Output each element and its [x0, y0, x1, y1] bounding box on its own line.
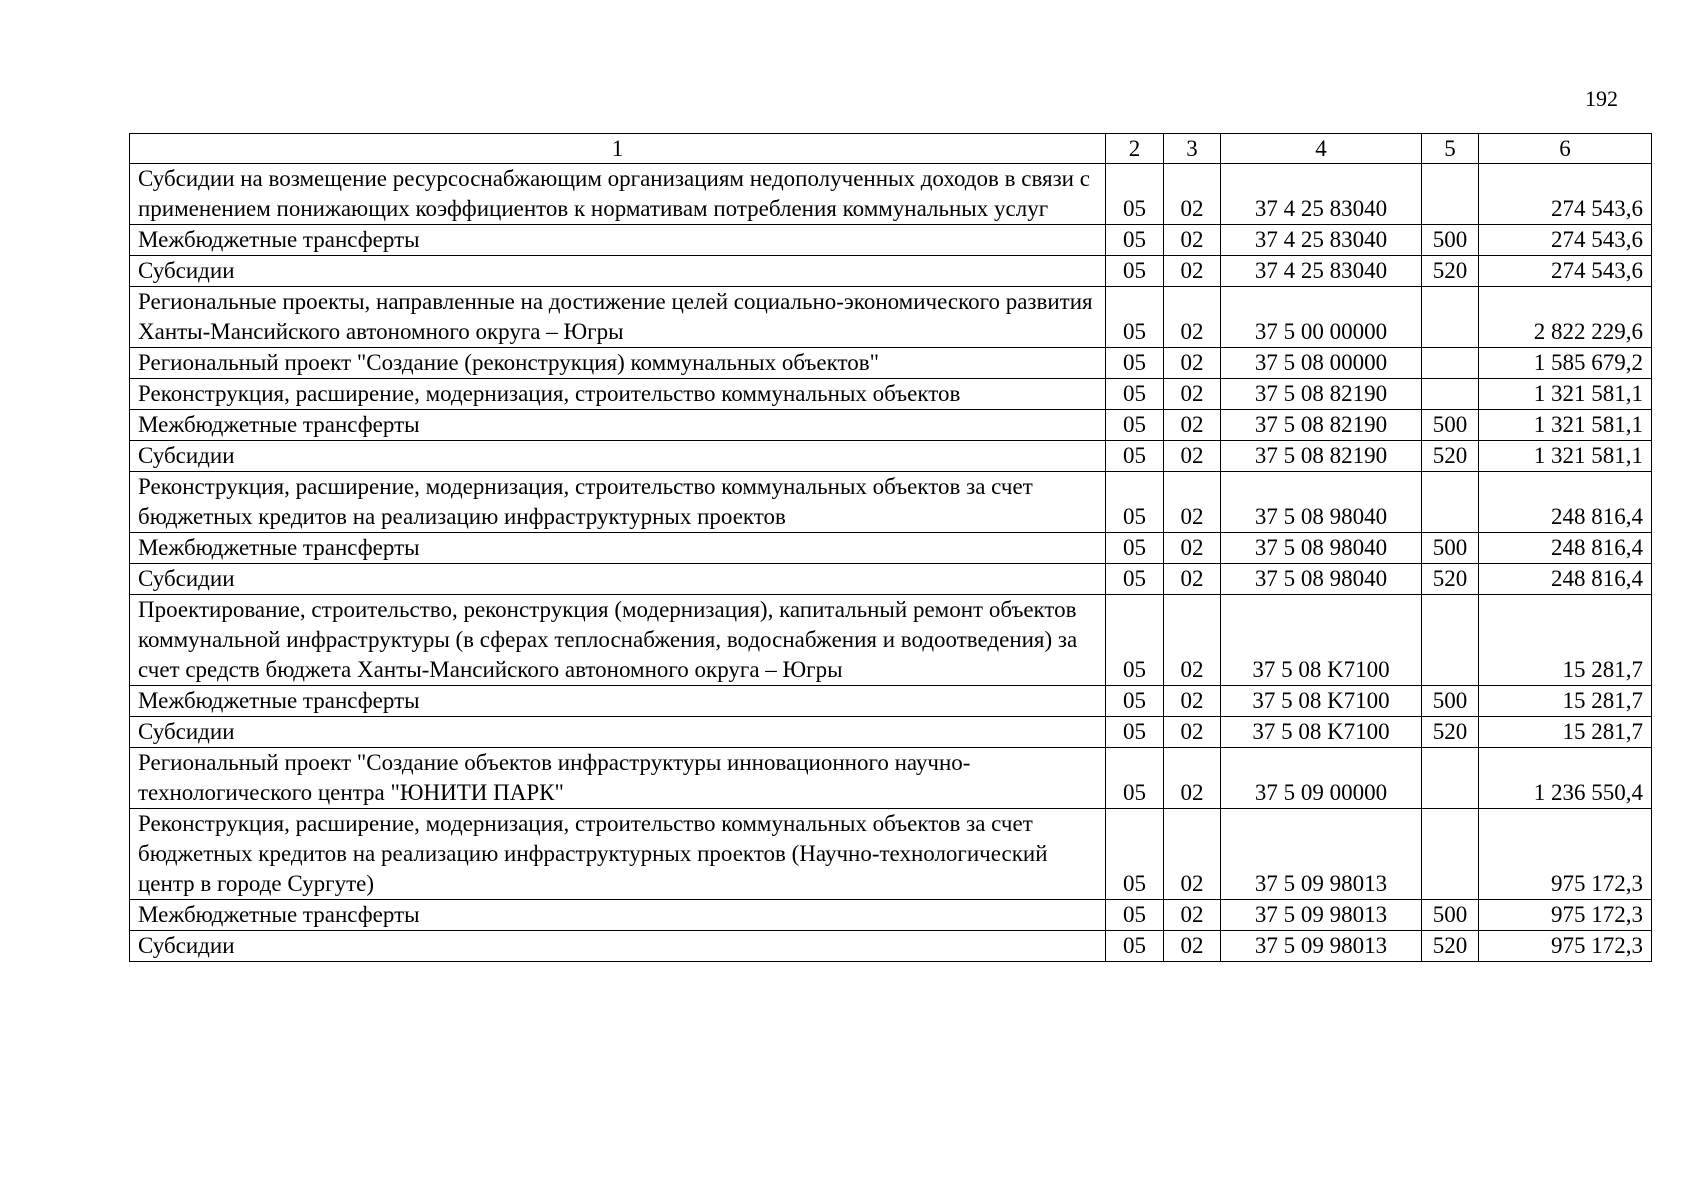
table-row	[130, 441, 1652, 472]
table-row	[130, 472, 1652, 533]
row-name-cell: Проектирование, строительство, реконструкция (модернизация), капитальный ремонт объектов коммунальной инфраструктуры (в сферах теплоснабжения, водоснабжения и водоотведения) за счет средств бюджета Ханты-Мансийского автономного округа – Югры	[130, 595, 1106, 686]
section-cell: 05	[1106, 809, 1164, 900]
expense-type-cell: 500	[1422, 900, 1479, 931]
table-row	[130, 164, 1652, 225]
amount-cell: 15 281,7	[1479, 717, 1652, 748]
target-article-cell: 37 5 08 98040	[1221, 533, 1422, 564]
row-name-cell: Межбюджетные трансферты	[130, 533, 1106, 564]
subsection-cell: 02	[1164, 441, 1221, 472]
amount-cell: 1 321 581,1	[1479, 379, 1652, 410]
target-article-cell: 37 4 25 83040	[1221, 164, 1422, 225]
target-article-cell: 37 5 08 K7100	[1221, 686, 1422, 717]
target-article-cell: 37 5 08 98040	[1221, 472, 1422, 533]
expense-type-cell: 520	[1422, 256, 1479, 287]
table-row	[130, 748, 1652, 809]
table-row	[130, 809, 1652, 900]
section-cell: 05	[1106, 931, 1164, 962]
row-name-cell: Региональные проекты, направленные на достижение целей социально-экономического развития Ханты-Мансийского автономного округа – Югры	[130, 287, 1106, 348]
expense-type-cell: 500	[1422, 533, 1479, 564]
table-row	[130, 533, 1652, 564]
section-cell: 05	[1106, 441, 1164, 472]
row-name-cell: Субсидии	[130, 931, 1106, 962]
column-header: 5	[1422, 134, 1479, 164]
amount-cell: 975 172,3	[1479, 931, 1652, 962]
table-row	[130, 379, 1652, 410]
subsection-cell: 02	[1164, 595, 1221, 686]
subsection-cell: 02	[1164, 900, 1221, 931]
column-header: 4	[1221, 134, 1422, 164]
amount-cell: 15 281,7	[1479, 686, 1652, 717]
table-row	[130, 410, 1652, 441]
amount-cell: 1 321 581,1	[1479, 441, 1652, 472]
subsection-cell: 02	[1164, 717, 1221, 748]
column-header: 2	[1106, 134, 1164, 164]
subsection-cell: 02	[1164, 256, 1221, 287]
row-name-cell: Региональный проект "Создание объектов инфраструктуры инновационного научно-технологического центра "ЮНИТИ ПАРК"	[130, 748, 1106, 809]
amount-cell: 274 543,6	[1479, 225, 1652, 256]
row-name-cell: Субсидии	[130, 564, 1106, 595]
section-cell: 05	[1106, 900, 1164, 931]
amount-cell: 248 816,4	[1479, 564, 1652, 595]
amount-cell: 1 585 679,2	[1479, 348, 1652, 379]
section-cell: 05	[1106, 533, 1164, 564]
table-row	[130, 717, 1652, 748]
row-name-cell: Субсидии	[130, 441, 1106, 472]
subsection-cell: 02	[1164, 225, 1221, 256]
subsection-cell: 02	[1164, 348, 1221, 379]
subsection-cell: 02	[1164, 809, 1221, 900]
expense-type-cell: 500	[1422, 410, 1479, 441]
row-name-cell: Региональный проект "Создание (реконструкция) коммунальных объектов"	[130, 348, 1106, 379]
subsection-cell: 02	[1164, 379, 1221, 410]
section-cell: 05	[1106, 748, 1164, 809]
section-cell: 05	[1106, 379, 1164, 410]
target-article-cell: 37 4 25 83040	[1221, 256, 1422, 287]
subsection-cell: 02	[1164, 164, 1221, 225]
row-name-cell: Реконструкция, расширение, модернизация, строительство коммунальных объектов	[130, 379, 1106, 410]
amount-cell: 274 543,6	[1479, 256, 1652, 287]
target-article-cell: 37 5 00 00000	[1221, 287, 1422, 348]
table-header-row	[130, 134, 1652, 164]
subsection-cell: 02	[1164, 748, 1221, 809]
subsection-cell: 02	[1164, 472, 1221, 533]
table-row	[130, 287, 1652, 348]
target-article-cell: 37 5 08 K7100	[1221, 717, 1422, 748]
subsection-cell: 02	[1164, 686, 1221, 717]
page-number: 192	[1585, 86, 1618, 111]
amount-cell: 1 236 550,4	[1479, 748, 1652, 809]
section-cell: 05	[1106, 564, 1164, 595]
expense-type-cell: 520	[1422, 931, 1479, 962]
amount-cell: 248 816,4	[1479, 533, 1652, 564]
expense-type-cell	[1422, 164, 1479, 225]
table-row	[130, 900, 1652, 931]
expense-type-cell	[1422, 287, 1479, 348]
amount-cell: 975 172,3	[1479, 809, 1652, 900]
target-article-cell: 37 5 08 K7100	[1221, 595, 1422, 686]
amount-cell: 1 321 581,1	[1479, 410, 1652, 441]
target-article-cell: 37 5 08 82190	[1221, 410, 1422, 441]
section-cell: 05	[1106, 348, 1164, 379]
row-name-cell: Межбюджетные трансферты	[130, 225, 1106, 256]
row-name-cell: Межбюджетные трансферты	[130, 686, 1106, 717]
table-row	[130, 348, 1652, 379]
table-row	[130, 595, 1652, 686]
table-row	[130, 931, 1652, 962]
section-cell: 05	[1106, 472, 1164, 533]
expense-type-cell: 500	[1422, 686, 1479, 717]
target-article-cell: 37 5 09 98013	[1221, 900, 1422, 931]
row-name-cell: Реконструкция, расширение, модернизация, строительство коммунальных объектов за счет бюджетных кредитов на реализацию инфраструктурных проектов	[130, 472, 1106, 533]
target-article-cell: 37 5 08 98040	[1221, 564, 1422, 595]
table-row	[130, 225, 1652, 256]
expense-type-cell	[1422, 809, 1479, 900]
table-row	[130, 564, 1652, 595]
expense-type-cell	[1422, 595, 1479, 686]
budget-table	[129, 133, 1652, 962]
target-article-cell: 37 5 09 98013	[1221, 931, 1422, 962]
expense-type-cell: 500	[1422, 225, 1479, 256]
target-article-cell: 37 5 08 82190	[1221, 441, 1422, 472]
section-cell: 05	[1106, 225, 1164, 256]
column-header: 3	[1164, 134, 1221, 164]
section-cell: 05	[1106, 595, 1164, 686]
row-name-cell: Реконструкция, расширение, модернизация, строительство коммунальных объектов за счет бюджетных кредитов на реализацию инфраструктурных проектов (Научно-технологический центр в городе Сургуте)	[130, 809, 1106, 900]
section-cell: 05	[1106, 410, 1164, 441]
row-name-cell: Межбюджетные трансферты	[130, 410, 1106, 441]
expense-type-cell	[1422, 748, 1479, 809]
amount-cell: 975 172,3	[1479, 900, 1652, 931]
section-cell: 05	[1106, 287, 1164, 348]
amount-cell: 274 543,6	[1479, 164, 1652, 225]
subsection-cell: 02	[1164, 564, 1221, 595]
subsection-cell: 02	[1164, 533, 1221, 564]
expense-type-cell: 520	[1422, 441, 1479, 472]
table-row	[130, 686, 1652, 717]
row-name-cell: Субсидии	[130, 717, 1106, 748]
target-article-cell: 37 5 09 00000	[1221, 748, 1422, 809]
row-name-cell: Субсидии	[130, 256, 1106, 287]
subsection-cell: 02	[1164, 410, 1221, 441]
expense-type-cell	[1422, 348, 1479, 379]
section-cell: 05	[1106, 256, 1164, 287]
section-cell: 05	[1106, 686, 1164, 717]
amount-cell: 15 281,7	[1479, 595, 1652, 686]
section-cell: 05	[1106, 164, 1164, 225]
expense-type-cell: 520	[1422, 564, 1479, 595]
row-name-cell: Межбюджетные трансферты	[130, 900, 1106, 931]
target-article-cell: 37 5 09 98013	[1221, 809, 1422, 900]
amount-cell: 2 822 229,6	[1479, 287, 1652, 348]
expense-type-cell: 520	[1422, 717, 1479, 748]
expense-type-cell	[1422, 472, 1479, 533]
table-row	[130, 256, 1652, 287]
target-article-cell: 37 4 25 83040	[1221, 225, 1422, 256]
section-cell: 05	[1106, 717, 1164, 748]
subsection-cell: 02	[1164, 287, 1221, 348]
subsection-cell: 02	[1164, 931, 1221, 962]
column-header: 1	[130, 134, 1106, 164]
column-header: 6	[1479, 134, 1652, 164]
row-name-cell: Субсидии на возмещение ресурсоснабжающим организациям недополученных доходов в связи с применением понижающих коэффициентов к нормативам потребления коммунальных услуг	[130, 164, 1106, 225]
amount-cell: 248 816,4	[1479, 472, 1652, 533]
expense-type-cell	[1422, 379, 1479, 410]
target-article-cell: 37 5 08 00000	[1221, 348, 1422, 379]
target-article-cell: 37 5 08 82190	[1221, 379, 1422, 410]
